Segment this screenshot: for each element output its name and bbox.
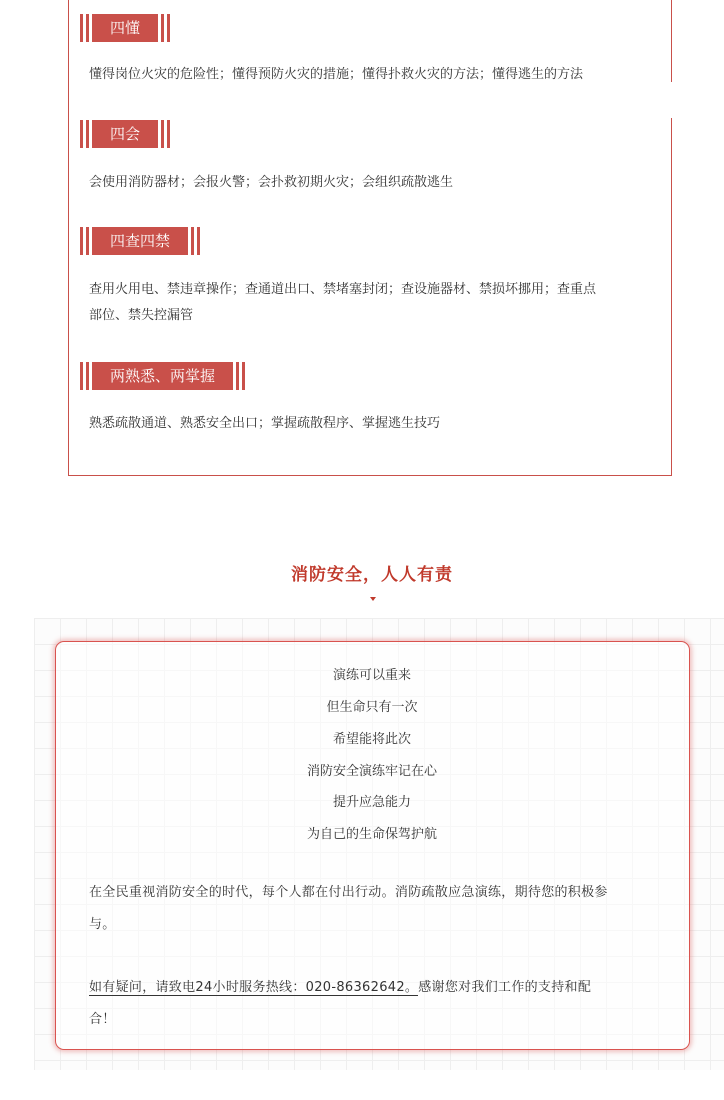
heading-stripe [191,227,194,255]
section-heading-sidong [80,14,170,42]
section-title: 两熟悉、两掌握 [92,362,233,390]
paragraph-line: 合！ [89,1012,116,1027]
heading-stripe [236,362,239,390]
heading-stripe [242,362,245,390]
section-text: 熟悉疏散通道、熟悉安全出口；掌握疏散程序、掌握逃生技巧 [89,416,441,431]
heading-stripe [80,14,83,42]
heading-stripe [167,14,170,42]
heading-stripe [80,362,83,390]
heading-stripe [167,120,170,148]
heading-stripe [161,120,164,148]
poem-line: 但生命只有一次 [326,700,418,715]
section-title: 四查四禁 [92,227,188,255]
heading-stripe [86,362,89,390]
section-heading-liangshuxi [80,362,245,390]
hotline-link[interactable]: 如有疑问，请致电24小时服务热线：020-86362642。 [89,980,419,995]
thanks-text: 感谢您对我们工作的支持和配 [418,980,592,995]
slogan-heading: 消防安全，人人有责 [291,565,453,585]
section-title: 四懂 [92,14,158,42]
poem-line: 演练可以重来 [332,668,411,683]
heading-stripe [197,227,200,255]
poem-line: 希望能将此次 [332,732,411,747]
border-gap [670,82,673,118]
heading-stripe [80,227,83,255]
triangle-down-icon [370,597,376,601]
section-heading-sichasijin [80,227,200,255]
section-text: 查用火用电、禁违章操作；查通道出口、禁堵塞封闭；查设施器材、禁损坏挪用；查重点 [89,282,597,297]
heading-stripe [161,14,164,42]
contact-paragraph [89,972,669,1004]
poem-line: 提升应急能力 [332,795,411,810]
paragraph-line: 与。 [89,917,116,932]
heading-stripe [86,14,89,42]
poem-line: 为自己的生命保驾护航 [306,827,437,842]
heading-stripe [86,227,89,255]
section-text: 部位、禁失控漏管 [89,308,194,323]
section-text: 会使用消防器材；会报火警；会扑救初期火灾；会组织疏散逃生 [89,175,454,190]
heading-stripe [86,120,89,148]
poem-line: 消防安全演练牢记在心 [306,764,437,779]
section-heading-sihui [80,120,170,148]
heading-stripe [80,120,83,148]
section-text: 懂得岗位火灾的危险性；懂得预防火灾的措施；懂得扑救火灾的方法；懂得逃生的方法 [89,67,584,82]
section-title: 四会 [92,120,158,148]
paragraph-line: 在全民重视消防安全的时代，每个人都在付出行动。消防疏散应急演练，期待您的积极参 [89,885,608,900]
